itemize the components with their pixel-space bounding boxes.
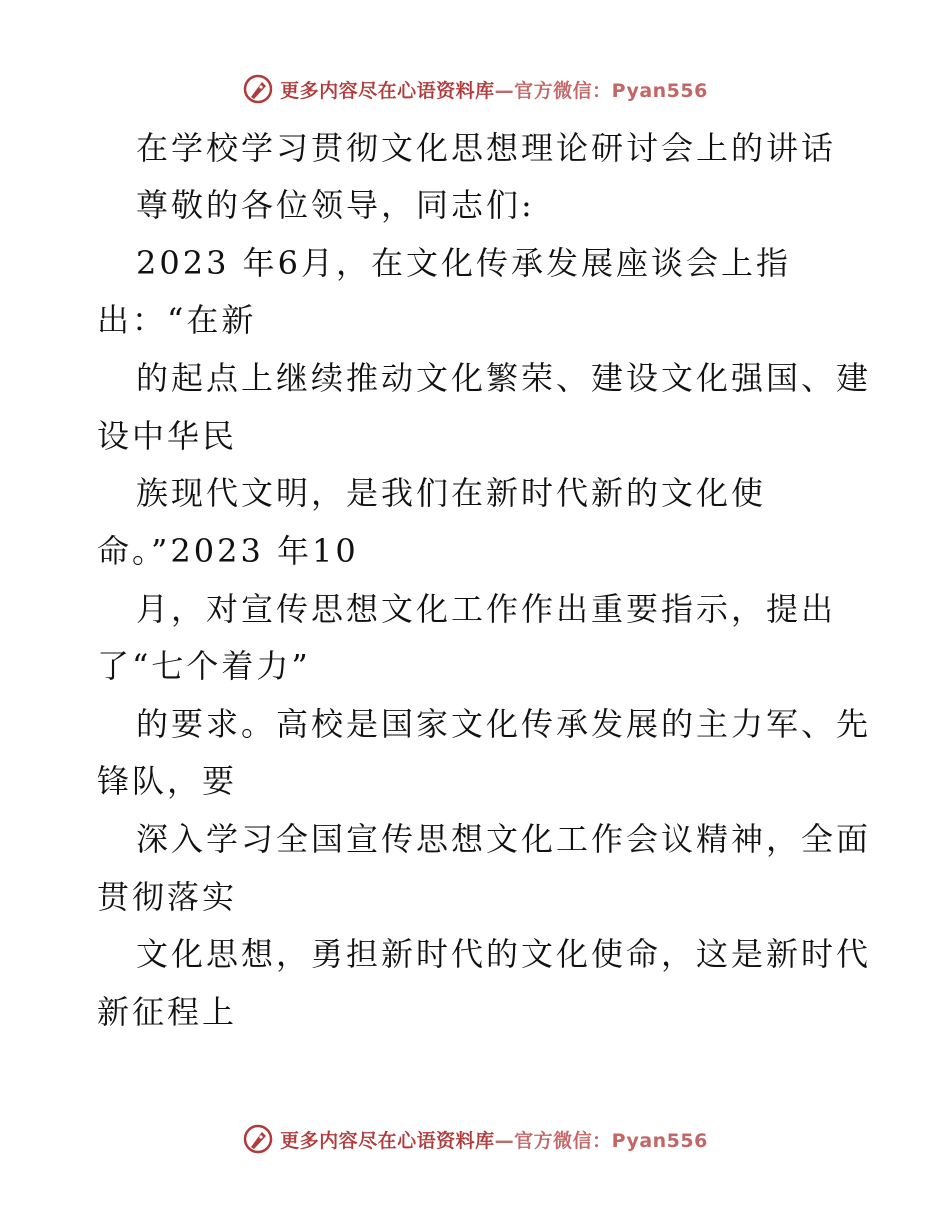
paragraph-line: 了“七个着力” [97,647,311,685]
header-banner-lead: 更多内容尽在心语资料库 [280,79,495,102]
document-salutation: 尊敬的各位领导，同志们: [136,186,535,224]
footer-banner-text [280,1126,708,1153]
paragraph-line: 的起点上继续推动文化繁荣、建设文化强国、建 [136,359,872,397]
paragraph-line: 贯彻落实 [97,878,238,916]
footer-banner-tail: 官方微信：Pyan556 [514,1129,708,1152]
footer-banner-dash: — [494,1129,515,1152]
paragraph-line: 设中华民 [97,417,238,455]
paragraph-line: 新征程上 [97,993,238,1031]
paragraph-line: 锋队，要 [97,762,238,800]
pen-nib-logo-icon [242,1123,274,1155]
header-banner-tail: 官方微信：Pyan556 [514,79,708,102]
paragraph-line: 文化思想，勇担新时代的文化使命，这是新时代 [136,935,872,973]
paragraph-line: 族现代文明，是我们在新时代新的文化使 [136,474,767,512]
document-title: 在学校学习贯彻文化思想理论研讨会上的讲话 [136,129,837,167]
paragraph-line: 命。”2023 年10 [97,532,359,570]
paragraph-line: 2023 年6月，在文化传承发展座谈会上指 [136,244,791,282]
paragraph-line: 深入学习全国宣传思想文化工作会议精神，全面 [136,820,872,858]
paragraph-line: 出：“在新 [97,301,257,339]
paragraph-line: 的要求。高校是国家文化传承发展的主力军、先 [136,705,872,743]
header-banner-dash: — [494,79,515,102]
footer-banner-lead: 更多内容尽在心语资料库 [280,1129,495,1152]
paragraph-line: 月，对宣传思想文化工作作出重要指示，提出 [136,590,837,628]
footer-banner [0,1122,950,1156]
